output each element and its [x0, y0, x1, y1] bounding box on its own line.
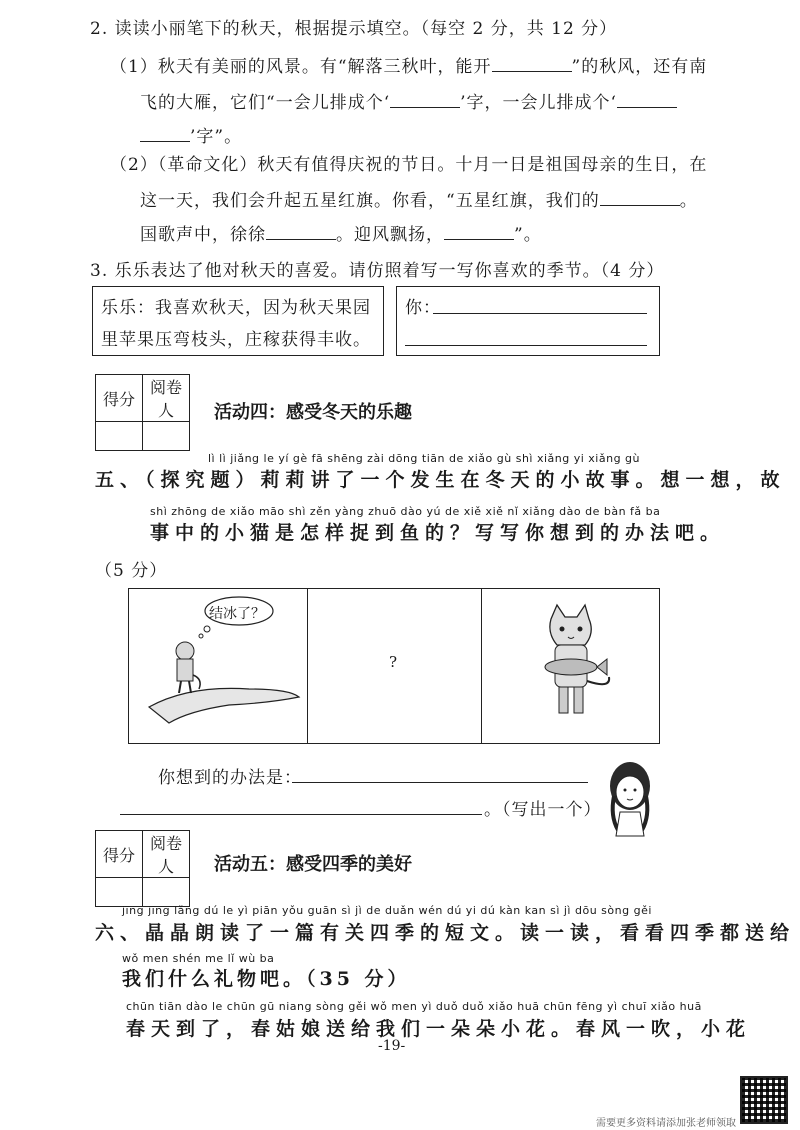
bubble-dot: [204, 626, 210, 632]
girl-illustration: [600, 756, 660, 838]
q2-line2: [140, 88, 677, 113]
answer-note: 。（写出一个）: [484, 800, 602, 820]
q2-line2-a: 飞的大雁，它们“一会儿排成个‘: [140, 93, 391, 113]
bubble-dot-small: [199, 634, 203, 638]
blank-geese-1[interactable]: [390, 89, 460, 108]
q2-line6-c: ”。: [514, 225, 542, 245]
comic-strip: [128, 588, 660, 744]
reviewer-cell[interactable]: [143, 422, 190, 451]
q2-line3: [140, 122, 242, 147]
q2-line5-a: 这一天，我们会升起五星红旗。你看，“五星红旗，我们的: [140, 191, 600, 211]
q2-line5: [140, 186, 698, 211]
q2-line5-b: 。: [679, 191, 698, 211]
fish-icon: [545, 659, 597, 675]
blank-geese-2[interactable]: [617, 89, 677, 108]
q3-title: 3. 乐乐表达了他对秋天的喜爱。请仿照着写一写你喜欢的季节。（4 分）: [90, 261, 665, 281]
reviewer-cell[interactable]: [143, 878, 190, 907]
girl-icon: [610, 762, 650, 836]
q2-line6-b: 。迎风飘扬，: [336, 225, 444, 245]
q5-score: （5 分）: [95, 561, 168, 581]
q6-line3: 春天到了，春姑娘送给我们一朵朵小花。春风一吹，小花: [126, 1018, 752, 1040]
answer-line2[interactable]: [120, 814, 482, 815]
q2-line1-b: ”的秋风，还有南: [571, 57, 708, 77]
q5-line2: 事中的小猫是怎样捉到鱼的？写写你想到的办法吧。: [150, 522, 726, 544]
q3-answer-box[interactable]: [396, 286, 660, 356]
q5-pinyin1: lì lì jiǎng le yí gè fā shēng zài dōng tiān de xiǎo gù shì xiǎng yi xiǎng gù: [208, 452, 641, 465]
q6-line1: 六、晶晶朗读了一篇有关四季的短文。读一读，看看四季都送给: [95, 922, 796, 944]
q3-example-line2: 里苹果压弯枝头，庄稼获得丰收。: [101, 330, 371, 350]
q3-example-box: [92, 286, 384, 356]
answer-label: 你想到的办法是：: [158, 768, 302, 788]
q2-line4: （2）（革命文化）秋天有值得庆祝的节日。十月一日是祖国母亲的生日，在: [110, 155, 708, 175]
answer-line1[interactable]: [292, 782, 588, 783]
q2-line6: [140, 220, 542, 245]
score-label: 得分: [96, 831, 143, 878]
cat-standing-icon: [176, 642, 200, 693]
q5-line1: 五、（探究题）莉莉讲了一个发生在冬天的小故事。想一想，故: [95, 469, 786, 491]
score-table-activity5: [95, 830, 190, 907]
q3-answer-line1[interactable]: [433, 313, 647, 314]
activity5-title: 活动五：感受四季的美好: [214, 854, 412, 875]
q2-line2-b: ’字，一会儿排成个‘: [460, 93, 617, 113]
q5-pinyin2: shì zhōng de xiǎo māo shì zěn yàng zhuō dào yú de xiě xiě nǐ xiǎng dào de bàn fǎ ba: [150, 505, 661, 518]
q2-line1: [110, 52, 707, 77]
q6-line2: 我们什么礼物吧。（35 分）: [122, 968, 411, 990]
blank-flag-2[interactable]: [266, 221, 336, 240]
score-table-activity4: [95, 374, 190, 451]
blank-flag-3[interactable]: [444, 221, 514, 240]
q2-line3-text: ’字”。: [190, 127, 243, 147]
watermark-text: 需要更多资料请添加张老师领取: [596, 1118, 736, 1129]
q6-pinyin2: wǒ men shén me lǐ wù ba: [122, 952, 275, 965]
panel-divider-1: [307, 589, 308, 743]
q6-pinyin1: jīng jīng lǎng dú le yì piān yǒu guān sì jì de duǎn wén dú yi dú kàn kan sì jì dōu sòng gěi: [122, 904, 652, 917]
blank-flag-1[interactable]: [600, 187, 680, 206]
q3-answer-label: 你：: [405, 298, 441, 318]
panel3-illustration: [481, 589, 659, 743]
reviewer-label: 阅卷人: [143, 831, 190, 878]
reviewer-label: 阅卷人: [143, 375, 190, 422]
q3-answer-line2[interactable]: [405, 345, 647, 346]
q3-example-line1: 乐乐：我喜欢秋天，因为秋天果园: [101, 298, 371, 318]
frozen-pond-icon: [149, 688, 299, 723]
page-number: -19-: [378, 1038, 406, 1054]
blank-geese-2-cont[interactable]: [140, 123, 190, 142]
score-cell[interactable]: [96, 422, 143, 451]
panel2-question: ?: [389, 653, 398, 671]
cat-holding-fish-icon: [545, 605, 609, 713]
q2-line1-a: （1）秋天有美丽的风景。有“解落三秋叶，能开: [110, 57, 492, 77]
q2-title: 2. 读读小丽笔下的秋天，根据提示填空。（每空 2 分，共 12 分）: [90, 19, 618, 39]
score-label: 得分: [96, 375, 143, 422]
qr-code-icon[interactable]: [740, 1076, 788, 1124]
q2-line6-a: 国歌声中，徐徐: [140, 225, 266, 245]
activity4-title: 活动四：感受冬天的乐趣: [214, 402, 412, 423]
score-cell[interactable]: [96, 878, 143, 907]
bubble-text: 结冰了？: [209, 606, 265, 622]
blank-wind[interactable]: [492, 53, 572, 72]
q6-pinyin3: chūn tiān dào le chūn gū niang sòng gěi wǒ men yì duǒ duǒ xiǎo huā chūn fēng yì chuī xiǎo huā: [126, 1000, 702, 1013]
